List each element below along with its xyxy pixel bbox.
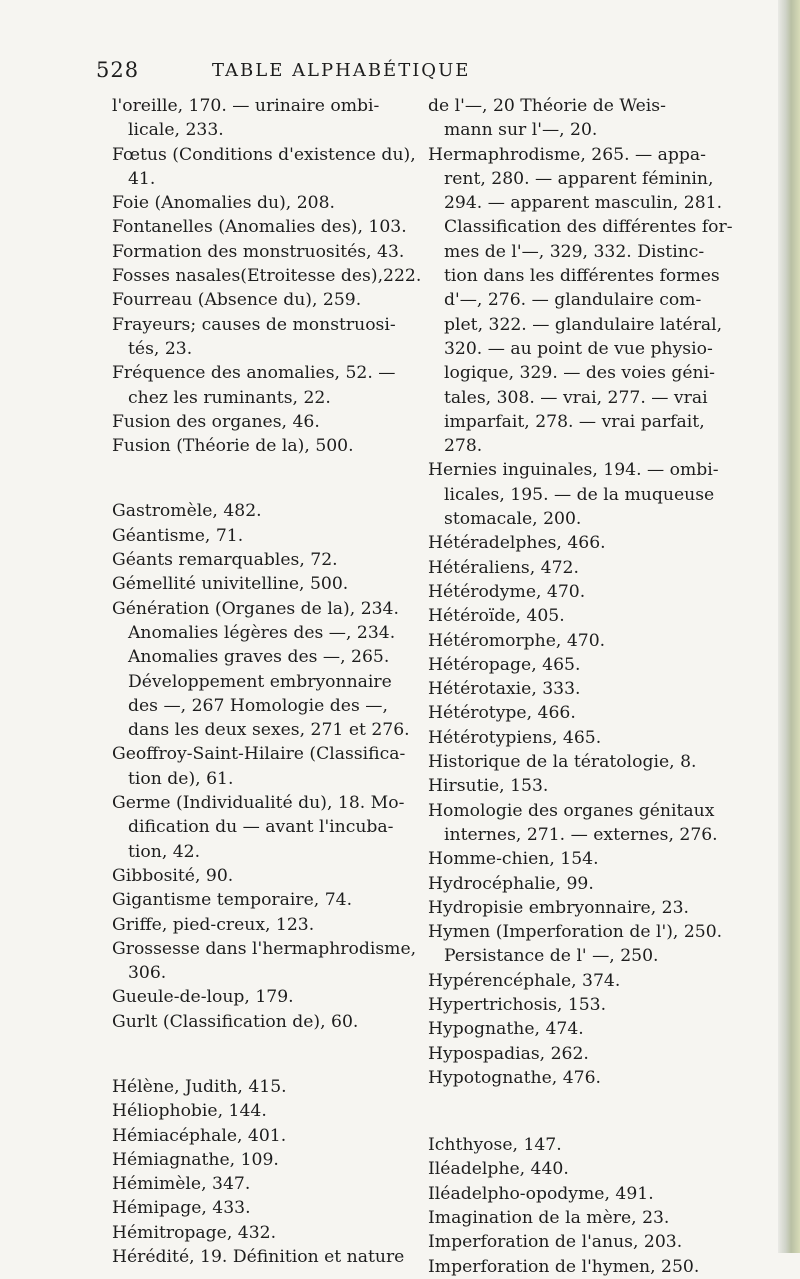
index-entry xyxy=(428,1255,758,1279)
entry-line: Hétéradelphes, 466. xyxy=(428,533,606,554)
index-entry xyxy=(428,750,758,774)
entry-line: Hérédité, 19. Définition et nature xyxy=(112,1247,405,1268)
index-entry xyxy=(112,1010,432,1034)
entry-continuation: d'—, 276. — glandulaire com- xyxy=(444,290,702,311)
index-entry xyxy=(428,531,758,555)
index-entry xyxy=(112,1221,432,1245)
index-entry xyxy=(428,1182,758,1206)
index-entry xyxy=(428,920,758,969)
entry-line: Hirsutie, 153. xyxy=(428,776,549,797)
index-entry xyxy=(428,94,758,143)
entry-line: Hétéroïde, 405. xyxy=(428,606,565,627)
entry-continuation: 320. — au point de vue physio- xyxy=(444,338,713,359)
index-entry xyxy=(428,993,758,1017)
entry-continuation: licale, 233. xyxy=(128,120,224,141)
entry-line: Hymen (Imperforation de l'), 250. xyxy=(428,922,723,943)
index-entry xyxy=(112,1075,432,1099)
entry-continuation: 41. xyxy=(128,168,156,189)
entry-line: Ichthyose, 147. xyxy=(428,1135,562,1156)
index-entry xyxy=(112,94,432,143)
entry-continuation: tés, 23. xyxy=(128,338,193,359)
index-entry xyxy=(112,1172,432,1196)
index-entry xyxy=(112,572,432,596)
index-entry xyxy=(112,888,432,912)
index-entry xyxy=(112,410,432,434)
entry-continuation: Persistance de l' —, 250. xyxy=(444,946,659,967)
entry-continuation: 278. xyxy=(444,436,483,457)
entry-line: Iléadelpho-opodyme, 491. xyxy=(428,1183,654,1204)
index-entry xyxy=(428,1157,758,1181)
index-entry xyxy=(428,969,758,993)
index-entry xyxy=(428,677,758,701)
entry-line: Hétérodyme, 470. xyxy=(428,581,586,602)
index-entry xyxy=(428,1017,758,1041)
index-entry xyxy=(428,653,758,677)
index-entry xyxy=(428,1230,758,1254)
entry-continuation: Anomalies légères des —, 234. xyxy=(128,622,396,643)
entry-line: Fusion (Théorie de la), 500. xyxy=(112,436,354,457)
index-entry xyxy=(112,499,432,523)
entry-line: Grossesse dans l'hermaphrodisme, xyxy=(112,938,417,959)
index-entry xyxy=(112,215,432,239)
index-entry xyxy=(112,1124,432,1148)
entry-line: Germe (Individualité du), 18. Mo- xyxy=(112,793,405,814)
entry-continuation: logique, 329. — des voies géni- xyxy=(444,363,715,384)
index-entry xyxy=(428,726,758,750)
entry-line: Hypognathe, 474. xyxy=(428,1019,584,1040)
entry-line: Géants remarquables, 72. xyxy=(112,550,338,571)
entry-line: Fœtus (Conditions d'existence du), xyxy=(112,144,416,165)
entry-line: Hétéromorphe, 470. xyxy=(428,630,606,651)
entry-line: Hernies inguinales, 194. — ombi- xyxy=(428,460,719,481)
index-entry xyxy=(112,524,432,548)
entry-line: Hypérencéphale, 374. xyxy=(428,970,621,991)
entry-line: Historique de la tératologie, 8. xyxy=(428,752,697,773)
index-entry xyxy=(428,872,758,896)
running-title: TABLE ALPHABÉTIQUE xyxy=(212,60,471,81)
entry-continuation: des —, 267 Homologie des —, xyxy=(128,695,388,716)
entry-line: Hermaphrodisme, 265. — appa- xyxy=(428,144,706,165)
entry-line: Hémimèle, 347. xyxy=(112,1174,251,1195)
entry-continuation: rent, 280. — apparent féminin, xyxy=(444,168,714,189)
entry-line: Fusion des organes, 46. xyxy=(112,411,320,432)
entry-line: Fosses nasales(Etroitesse des),222. xyxy=(112,266,422,287)
entry-continuation: internes, 271. — externes, 276. xyxy=(444,824,718,845)
entry-continuation: tales, 308. — vrai, 277. — vrai xyxy=(444,387,708,408)
index-entry xyxy=(112,434,432,458)
index-entry xyxy=(112,791,432,864)
entry-line: de l'—, 20 Théorie de Weis- xyxy=(428,96,666,116)
index-entry xyxy=(428,556,758,580)
index-entry xyxy=(428,847,758,871)
entry-line: Fourreau (Absence du), 259. xyxy=(112,290,362,311)
index-entry xyxy=(112,1148,432,1172)
entry-continuation: dification du — avant l'incuba- xyxy=(128,817,394,838)
entry-continuation: dans les deux sexes, 271 et 276. xyxy=(128,720,410,741)
right-column xyxy=(428,94,758,1279)
index-entry xyxy=(112,1099,432,1123)
entry-line: Griffe, pied-creux, 123. xyxy=(112,914,315,935)
index-entry xyxy=(428,896,758,920)
entry-line: Iléadelphe, 440. xyxy=(428,1159,569,1180)
entry-line: Génération (Organes de la), 234. xyxy=(112,598,399,619)
index-entry xyxy=(112,913,432,937)
index-entry xyxy=(112,313,432,362)
index-entry xyxy=(112,864,432,888)
index-entry xyxy=(112,264,432,288)
index-entry xyxy=(112,742,432,791)
entry-continuation: Classification des différentes for- xyxy=(444,217,733,238)
index-entry xyxy=(112,1245,432,1269)
entry-line: Hémipage, 433. xyxy=(112,1198,251,1219)
entry-line: Hypospadias, 262. xyxy=(428,1043,589,1064)
entry-line: Imperforation de l'hymen, 250. xyxy=(428,1256,700,1277)
page-header xyxy=(96,58,716,88)
entry-line: Fontanelles (Anomalies des), 103. xyxy=(112,217,407,238)
entry-line: Hétérotypiens, 465. xyxy=(428,727,602,748)
entry-continuation: tion dans les différentes formes xyxy=(444,266,720,287)
entry-line: Hémiagnathe, 109. xyxy=(112,1149,279,1170)
index-entry xyxy=(112,1196,432,1220)
entry-line: Gibbosité, 90. xyxy=(112,865,234,886)
entry-line: Hétérotaxie, 333. xyxy=(428,679,581,700)
index-entry xyxy=(112,985,432,1009)
index-entry xyxy=(112,548,432,572)
section-gap xyxy=(428,1090,758,1133)
page-number: 528 xyxy=(96,58,140,82)
entry-line: Gigantisme temporaire, 74. xyxy=(112,890,353,911)
entry-line: Hémiacéphale, 401. xyxy=(112,1125,287,1146)
entry-line: Gurlt (Classification de), 60. xyxy=(112,1011,359,1032)
entry-continuation: imparfait, 278. — vrai parfait, xyxy=(444,411,705,432)
entry-continuation: Anomalies graves des —, 265. xyxy=(128,647,390,668)
entry-continuation: licales, 195. — de la muqueuse xyxy=(444,484,715,505)
index-entry xyxy=(428,604,758,628)
entry-line: Héliophobie, 144. xyxy=(112,1101,267,1122)
left-column xyxy=(112,94,432,1269)
index-entry xyxy=(112,937,432,986)
entry-continuation: plet, 322. — glandulaire latéral, xyxy=(444,314,723,335)
index-entry xyxy=(112,143,432,192)
entry-line: Hémitropage, 432. xyxy=(112,1222,277,1243)
entry-continuation: mes de l'—, 329, 332. Distinc- xyxy=(444,241,705,262)
entry-line: Imagination de la mère, 23. xyxy=(428,1208,670,1229)
entry-continuation: chez les ruminants, 22. xyxy=(128,387,331,408)
index-entry xyxy=(428,143,758,459)
entry-line: Homologie des organes génitaux xyxy=(428,800,715,821)
page-edge xyxy=(778,0,800,1253)
entry-line: Geoffroy-Saint-Hilaire (Classifica- xyxy=(112,744,406,765)
index-entry xyxy=(112,288,432,312)
entry-line: Géantisme, 71. xyxy=(112,525,244,546)
section-gap xyxy=(112,458,432,499)
entry-line: Formation des monstruosités, 43. xyxy=(112,241,405,262)
entry-line: Imperforation de l'anus, 203. xyxy=(428,1232,683,1253)
entry-continuation: tion, 42. xyxy=(128,841,201,862)
index-entry xyxy=(428,629,758,653)
index-entry xyxy=(112,597,432,743)
index-entry xyxy=(428,1066,758,1090)
entry-line: Hydrocéphalie, 99. xyxy=(428,873,594,894)
entry-continuation: mann sur l'—, 20. xyxy=(444,120,598,141)
index-entry xyxy=(428,774,758,798)
entry-line: Gueule-de-loup, 179. xyxy=(112,987,294,1008)
entry-line: Hétéraliens, 472. xyxy=(428,557,579,578)
index-entry xyxy=(112,191,432,215)
entry-line: Fréquence des anomalies, 52. — xyxy=(112,363,396,384)
entry-line: Hypotognathe, 476. xyxy=(428,1067,601,1088)
index-entry xyxy=(112,240,432,264)
index-entry xyxy=(428,1133,758,1157)
index-entry xyxy=(428,458,758,531)
index-entry xyxy=(112,361,432,410)
entry-line: l'oreille, 170. — urinaire ombi- xyxy=(112,96,380,116)
entry-line: Hypertrichosis, 153. xyxy=(428,994,607,1015)
index-entry xyxy=(428,580,758,604)
entry-line: Foie (Anomalies du), 208. xyxy=(112,193,335,214)
entry-continuation: 306. xyxy=(128,963,167,984)
index-entry xyxy=(428,701,758,725)
entry-line: Hélène, Judith, 415. xyxy=(112,1076,287,1097)
section-gap xyxy=(112,1034,432,1075)
entry-line: Gastromèle, 482. xyxy=(112,501,262,522)
entry-line: Homme-chien, 154. xyxy=(428,849,599,870)
entry-continuation: tion de), 61. xyxy=(128,768,234,789)
index-entry xyxy=(428,1042,758,1066)
index-entry xyxy=(428,799,758,848)
entry-continuation: stomacale, 200. xyxy=(444,509,582,530)
entry-line: Hétérotype, 466. xyxy=(428,703,576,724)
entry-continuation: 294. — apparent masculin, 281. xyxy=(444,193,723,214)
index-entry xyxy=(428,1206,758,1230)
entry-continuation: Développement embryonnaire xyxy=(128,671,392,692)
entry-line: Gémellité univitelline, 500. xyxy=(112,574,349,595)
entry-line: Frayeurs; causes de monstruosi- xyxy=(112,314,396,335)
entry-line: Hydropisie embryonnaire, 23. xyxy=(428,897,689,918)
entry-line: Hétéropage, 465. xyxy=(428,654,581,675)
